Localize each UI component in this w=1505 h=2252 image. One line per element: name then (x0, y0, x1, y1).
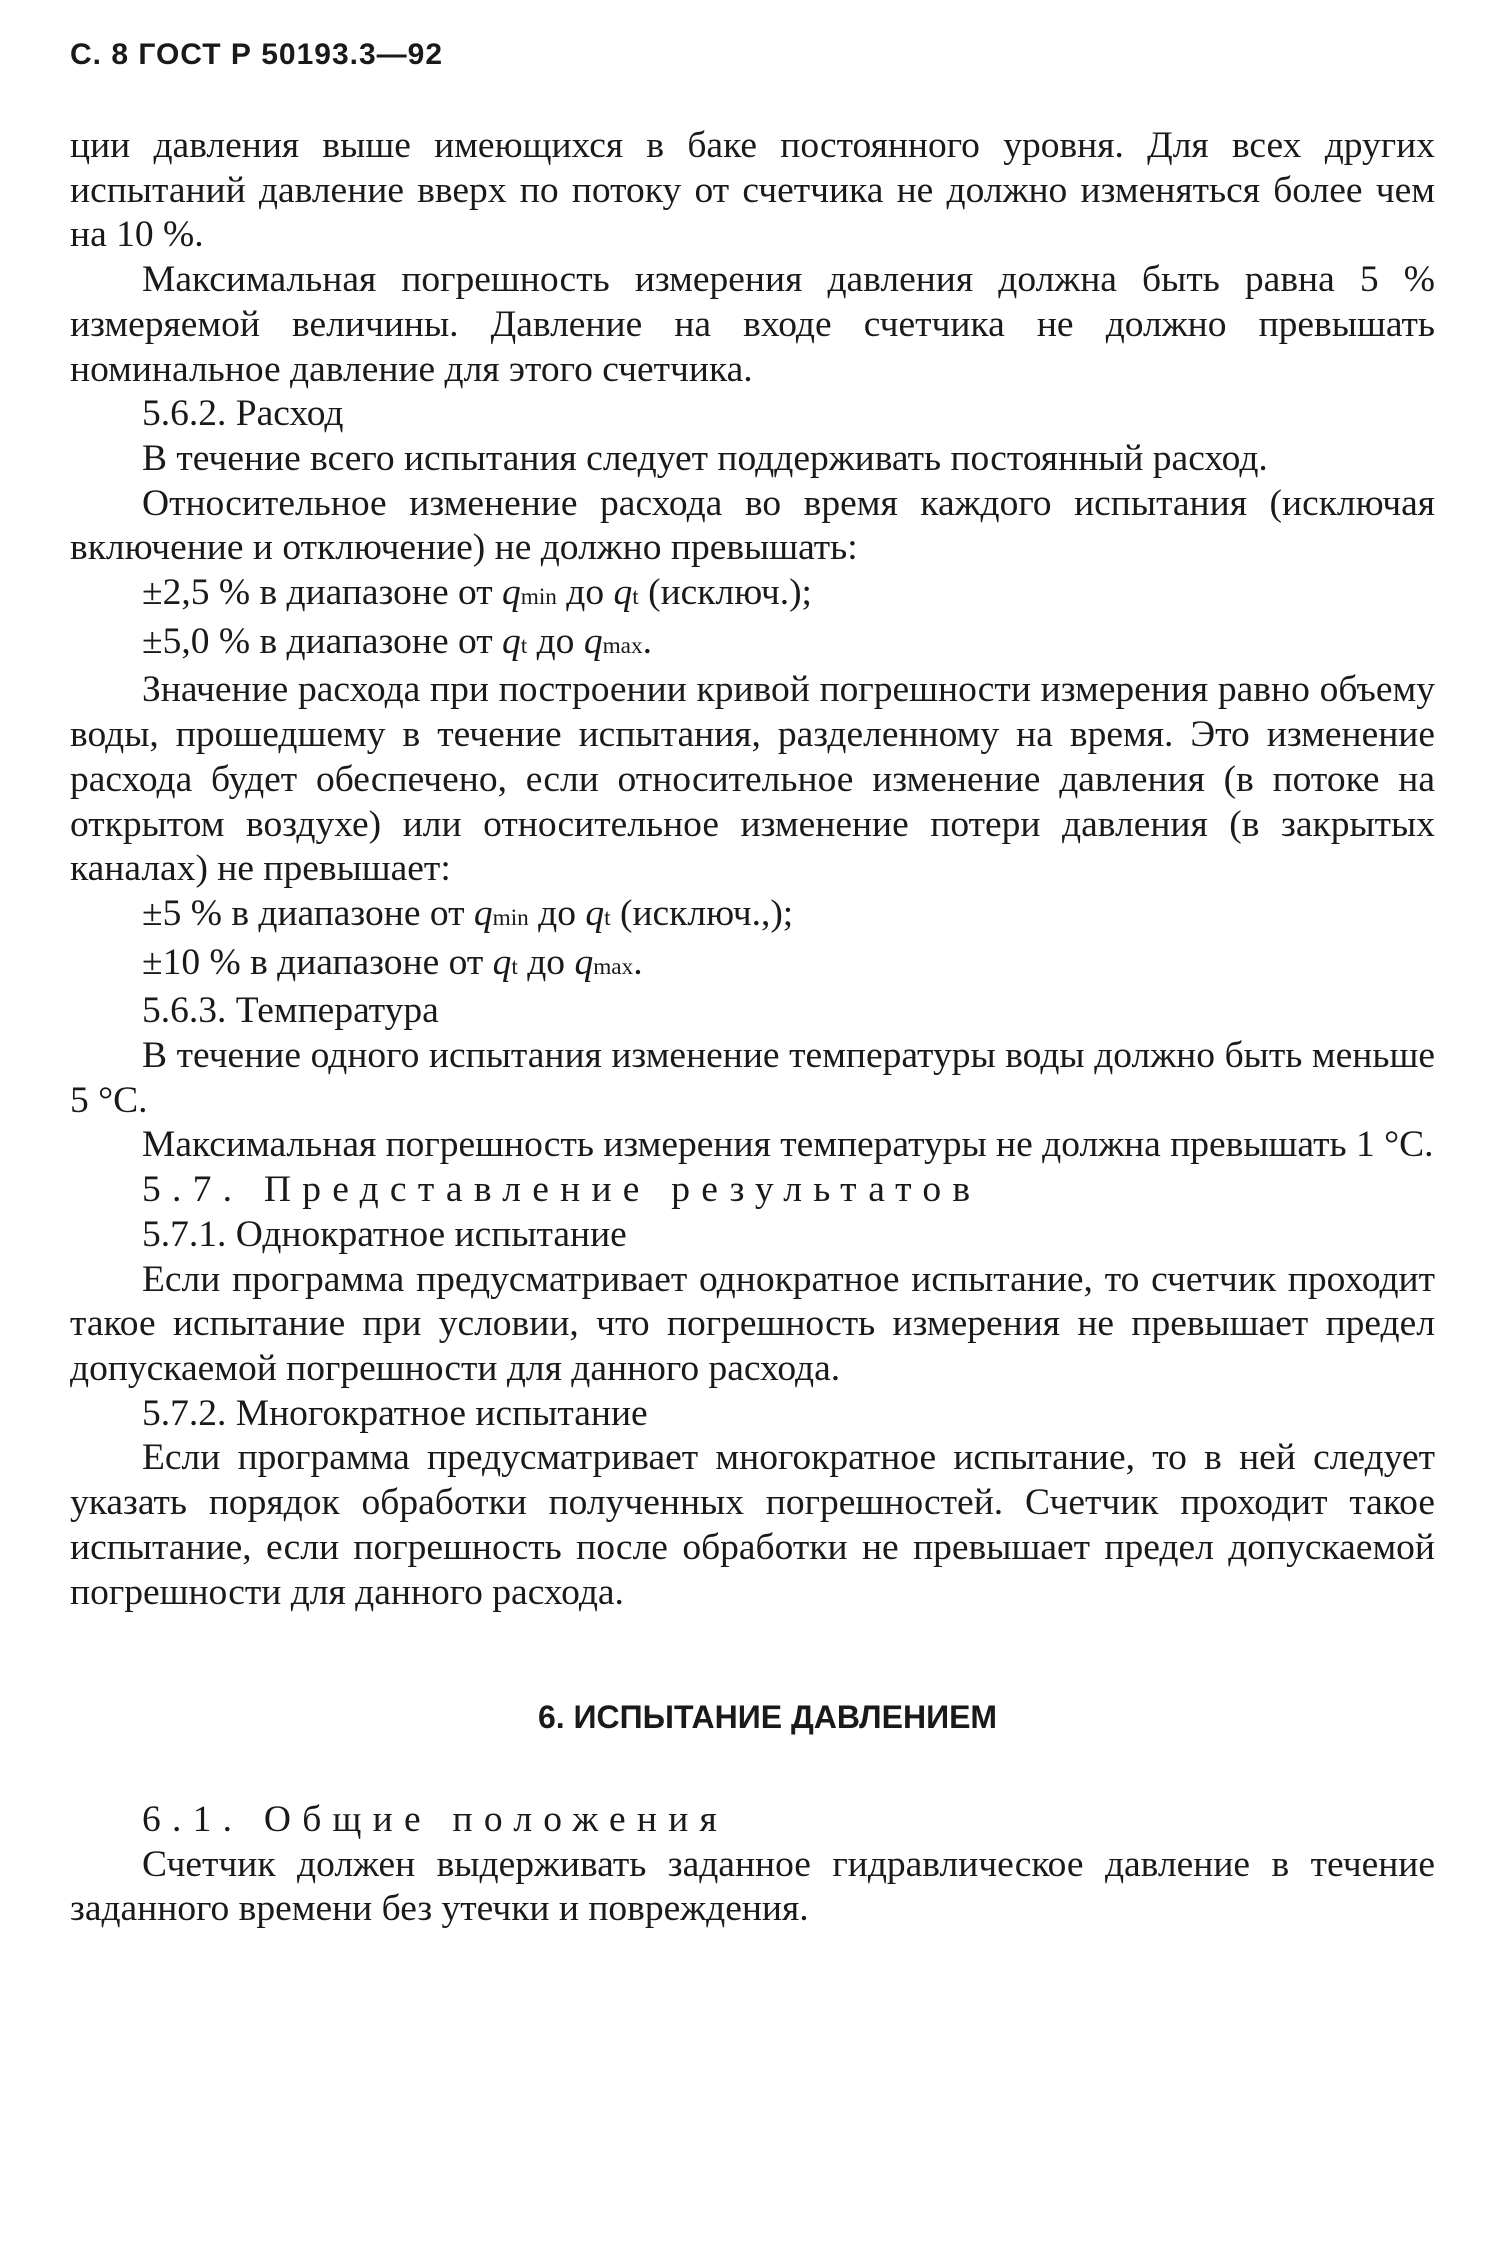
paragraph: Значение расхода при построении кривой погрешности измерения равно объему воды, прошедшему в течение испытания, разделенному на время. Это изменение расхода будет обеспечено, если относительное изменение давления (в потоке на открытом воздухе) или относительное изменение потери давления (в закрытых каналах) не превышает: (70, 669, 1435, 890)
list-item: ±5,0 % в диапазоне от qt до qmax. (142, 620, 652, 662)
paragraph: В течение одного испытания изменение температуры воды должно быть меньше 5 °С. (70, 1035, 1435, 1121)
list-item: ±5 % в диапазоне от qmin до qt (исключ.,); (142, 892, 794, 934)
list-item: ±10 % в диапазоне от qt до qmax. (142, 941, 643, 983)
subsection-heading-5-6-3: 5.6.3. Температура (142, 990, 439, 1032)
paragraph: Максимальная погрешность измерения давления должна быть равна 5 % измеряемой величины. Давление на входе счетчика не должно превышать номинальное давление для этого счетчика. (70, 259, 1435, 390)
subsection-heading-5-7: 5.7. Представление результатов (142, 1169, 982, 1211)
subsection-heading-5-7-1: 5.7.1. Однократное испытание (142, 1213, 627, 1255)
paragraph: ции давления выше имеющихся в баке постоянного уровня. Для всех других испытаний давление вверх по потоку от счетчика не должно изменяться более чем на 10 %. (70, 125, 1435, 256)
subsection-heading-5-6-2: 5.6.2. Расход (142, 393, 344, 435)
list-item: ±2,5 % в диапазоне от qmin до qt (исключ.); (142, 572, 812, 614)
page-header: С. 8 ГОСТ Р 50193.3—92 (70, 38, 444, 71)
section-title: 6. ИСПЫТАНИЕ ДАВЛЕНИЕМ (537, 1699, 998, 1736)
paragraph: Счетчик должен выдерживать заданное гидравлическое давление в течение заданного времени без утечки и повреждения. (70, 1843, 1435, 1930)
paragraph: Если программа предусматривает многократное испытание, то в ней следует указать порядок обработки полученных погрешностей. Счетчик проходит такое испытание, если погрешность после обработки не превышает предел допускаемой погрешности для данного расхода. (70, 1437, 1435, 1613)
paragraph: Максимальная погрешность измерения температуры не должна превышать 1 °С. (142, 1124, 1434, 1166)
body-text (70, 124, 1435, 1932)
paragraph: В течение всего испытания следует поддерживать постоянный расход. (142, 437, 1268, 479)
subsection-heading-6-1: 6.1. Общие положения (142, 1798, 729, 1840)
paragraph: Относительное изменение расхода во время каждого испытания (исключая включение и отключение) не должно превышать: (70, 482, 1435, 569)
paragraph: Если программа предусматривает однократное испытание, то счетчик проходит такое испытание при условии, что погрешность измерения не превышает предел допускаемой погрешности для данного расхода. (70, 1258, 1435, 1389)
subsection-heading-5-7-2: 5.7.2. Многократное испытание (142, 1392, 648, 1434)
